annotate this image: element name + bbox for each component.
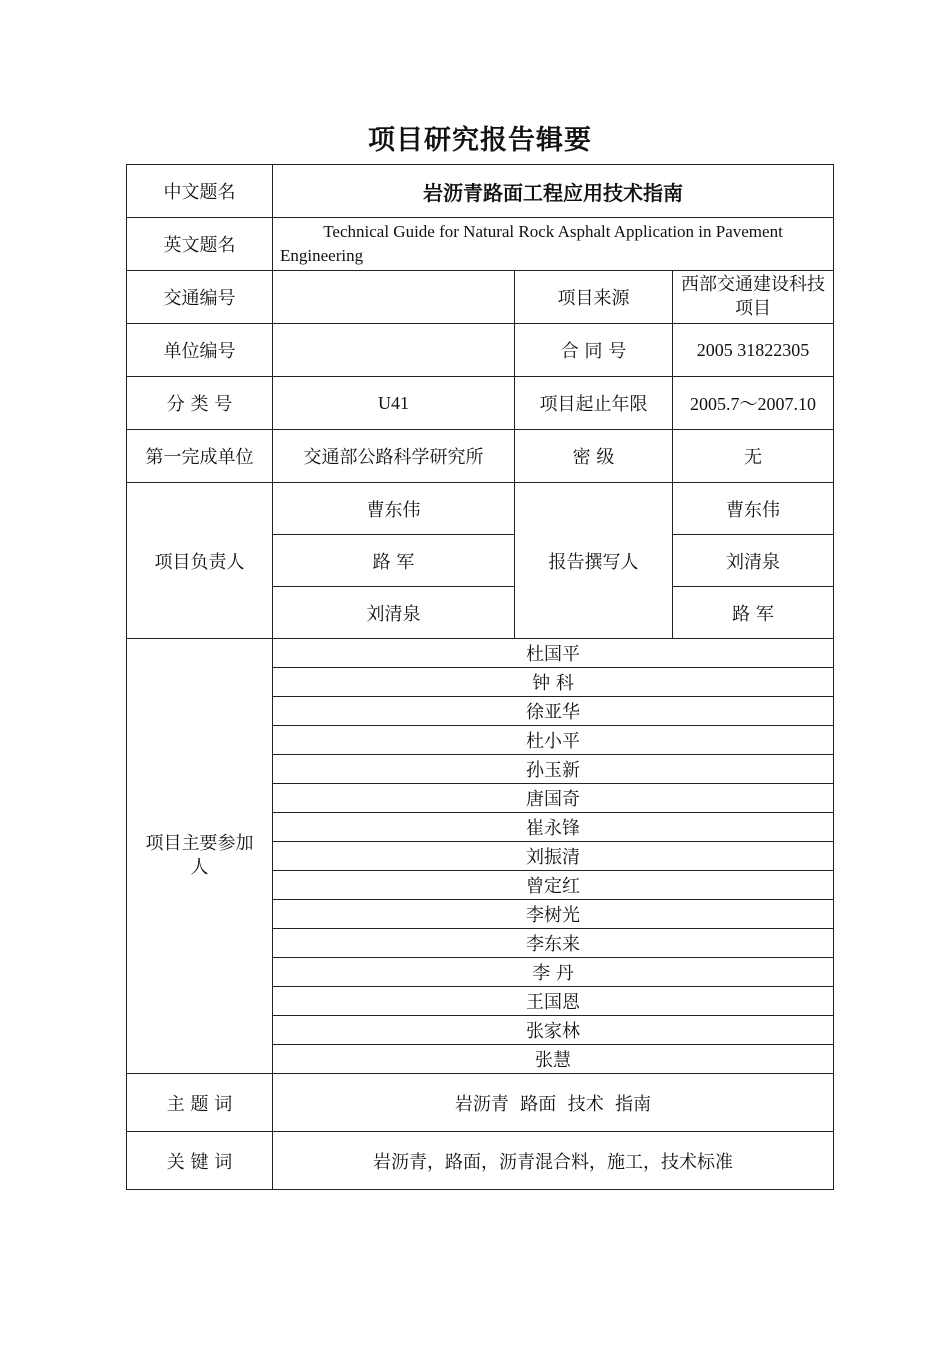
value-keywords: 岩沥青，路面，沥青混合料，施工，技术标准 xyxy=(273,1132,834,1190)
value-project-period: 2005.7～2007.10 xyxy=(673,377,834,430)
participant-name: 孙玉新 xyxy=(273,755,834,784)
label-transport-number: 交通编号 xyxy=(127,271,273,324)
participant-name: 张慧 xyxy=(273,1045,834,1074)
label-report-writer: 报告撰写人 xyxy=(515,483,673,639)
leader-name: 刘清泉 xyxy=(273,587,515,639)
label-security-level: 密 级 xyxy=(515,430,673,483)
value-classification: U41 xyxy=(273,377,515,430)
row-first-unit xyxy=(127,430,834,483)
participant-name: 杜国平 xyxy=(273,639,834,668)
participant-name: 钟 科 xyxy=(273,668,834,697)
value-first-unit: 交通部公路科学研究所 xyxy=(273,430,515,483)
value-contract-number: 2005 31822305 xyxy=(673,324,834,377)
row-transport-number xyxy=(127,271,834,324)
label-english-title: 英文题名 xyxy=(127,218,273,271)
participant-name: 曾定红 xyxy=(273,871,834,900)
row-chinese-title xyxy=(127,165,834,218)
row-subject-words xyxy=(127,1074,834,1132)
participant-name: 张家林 xyxy=(273,1016,834,1045)
value-english-title: Technical Guide for Natural Rock Asphalt Application in Pavement Engineering xyxy=(273,218,834,271)
label-classification: 分 类 号 xyxy=(127,377,273,430)
label-project-source: 项目来源 xyxy=(515,271,673,324)
participant-name: 王国恩 xyxy=(273,987,834,1016)
writer-name: 刘清泉 xyxy=(673,535,834,587)
label-chinese-title: 中文题名 xyxy=(127,165,273,218)
participant-name: 徐亚华 xyxy=(273,697,834,726)
abstract-table xyxy=(126,164,834,1190)
row-keywords xyxy=(127,1132,834,1190)
row-unit-number xyxy=(127,324,834,377)
label-first-unit: 第一完成单位 xyxy=(127,430,273,483)
participant-name: 杜小平 xyxy=(273,726,834,755)
label-keywords: 关 键 词 xyxy=(127,1132,273,1190)
label-unit-number: 单位编号 xyxy=(127,324,273,377)
leader-name: 曹东伟 xyxy=(273,483,515,535)
label-subject-words: 主 题 词 xyxy=(127,1074,273,1132)
label-project-leader: 项目负责人 xyxy=(127,483,273,639)
participant-name: 李东来 xyxy=(273,929,834,958)
label-project-period: 项目起止年限 xyxy=(515,377,673,430)
page-title: 项目研究报告辑要 xyxy=(368,125,592,156)
leader-name: 路 军 xyxy=(273,535,515,587)
value-unit-number xyxy=(273,324,515,377)
value-chinese-title: 岩沥青路面工程应用技术指南 xyxy=(273,165,834,218)
value-subject-words: 岩沥青 路面 技术 指南 xyxy=(273,1074,834,1132)
label-contract-number: 合 同 号 xyxy=(515,324,673,377)
row-participant xyxy=(127,639,834,668)
row-classification xyxy=(127,377,834,430)
value-transport-number xyxy=(273,271,515,324)
row-leader-1 xyxy=(127,483,834,535)
participant-name: 崔永锋 xyxy=(273,813,834,842)
participant-name: 李树光 xyxy=(273,900,834,929)
participant-name: 李 丹 xyxy=(273,958,834,987)
writer-name: 路 军 xyxy=(673,587,834,639)
writer-name: 曹东伟 xyxy=(673,483,834,535)
label-main-participants: 项目主要参加人 xyxy=(127,639,273,1074)
participant-name: 刘振清 xyxy=(273,842,834,871)
value-security-level: 无 xyxy=(673,430,834,483)
participant-name: 唐国奇 xyxy=(273,784,834,813)
value-project-source: 西部交通建设科技项目 xyxy=(673,271,834,324)
row-english-title xyxy=(127,218,834,271)
